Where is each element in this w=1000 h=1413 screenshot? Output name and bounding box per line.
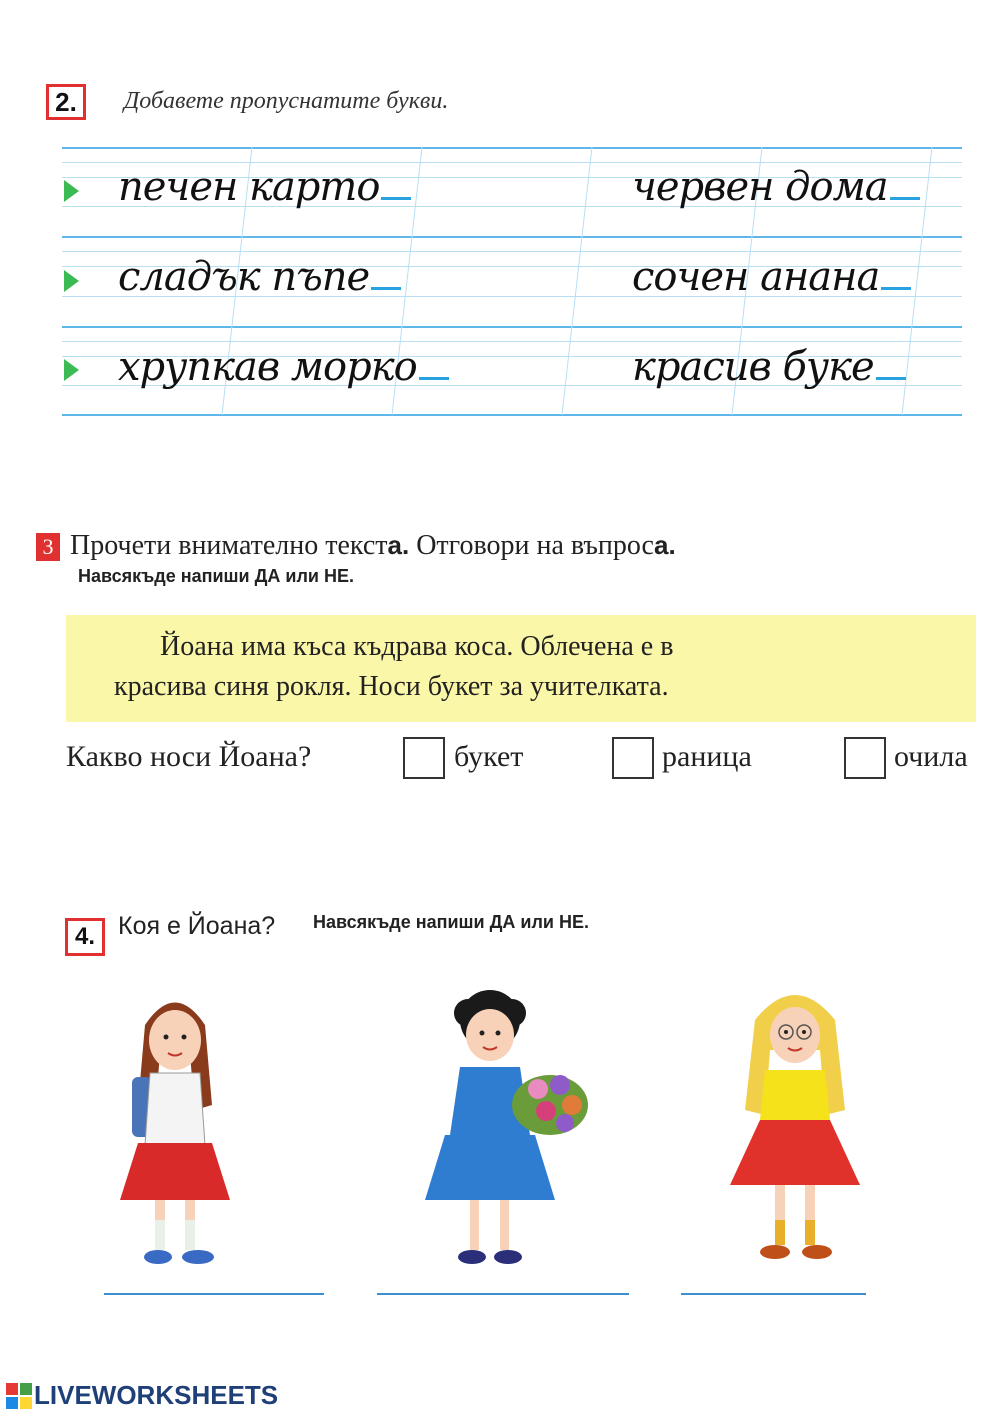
girl-with-backpack-image <box>100 985 250 1285</box>
answer-line-girl1[interactable] <box>104 1293 324 1295</box>
task4-number: 4. <box>65 918 105 956</box>
answer-line-girl2[interactable] <box>377 1293 629 1295</box>
row-arrow-icon <box>64 270 79 292</box>
liveworksheets-logo <box>6 1380 278 1411</box>
missing-letter-blank[interactable] <box>371 287 401 290</box>
task3-title: Прочети внимателно текста. Отговори на въпроса. <box>70 530 676 561</box>
word-row2-right <box>632 254 911 300</box>
task3-number: 3 <box>36 533 60 561</box>
girl-with-glasses-image <box>720 980 870 1280</box>
checkbox-ranitsa[interactable] <box>612 737 654 779</box>
word-text: сладък пъпе <box>118 254 370 300</box>
word-row3-left <box>118 344 449 390</box>
logo-text: LIVEWORKSHEETS <box>34 1380 279 1410</box>
reading-passage <box>66 615 976 722</box>
word-row1-right <box>632 164 920 210</box>
missing-letter-blank[interactable] <box>881 287 911 290</box>
task4-subtitle: Навсякъде напиши ДА или НЕ. <box>313 912 589 932</box>
word-text: хрупкав морко <box>118 344 417 390</box>
answer-line-girl3[interactable] <box>681 1293 866 1295</box>
option-buket: букет <box>454 740 524 773</box>
checkbox-buket[interactable] <box>403 737 445 779</box>
logo-blocks-icon <box>6 1383 32 1409</box>
missing-letter-blank[interactable] <box>381 197 411 200</box>
task3-question: Какво носи Йоана? <box>66 740 312 773</box>
passage-line2: красива синя рокля. Носи букет за учителката. <box>114 671 669 702</box>
missing-letter-blank[interactable] <box>419 377 449 380</box>
word-row2-left <box>118 254 401 300</box>
missing-letter-blank[interactable] <box>890 197 920 200</box>
girl-with-bouquet-image <box>420 985 600 1285</box>
checkbox-ochila[interactable] <box>844 737 886 779</box>
row-arrow-icon <box>64 359 79 381</box>
word-row3-right <box>632 344 906 390</box>
word-text: сочен анана <box>632 254 880 300</box>
task2-number: 2. <box>46 84 86 120</box>
option-ranitsa: раница <box>662 740 752 773</box>
task2-instruction: Добавете пропуснатите букви. <box>124 88 449 114</box>
row-arrow-icon <box>64 180 79 202</box>
passage-line1: Йоана има къса къдрава коса. Облечена е в <box>160 631 674 662</box>
task3-subtitle: Навсякъде напиши ДА или НЕ. <box>78 566 354 586</box>
word-text: красив буке <box>632 344 874 390</box>
word-text: червен дома <box>632 164 888 210</box>
missing-letter-blank[interactable] <box>876 377 906 380</box>
option-ochila: очила <box>894 740 968 773</box>
word-row1-left <box>118 164 411 210</box>
task4-question: Коя е Йоана? <box>118 912 276 940</box>
word-text: печен карто <box>118 164 380 210</box>
